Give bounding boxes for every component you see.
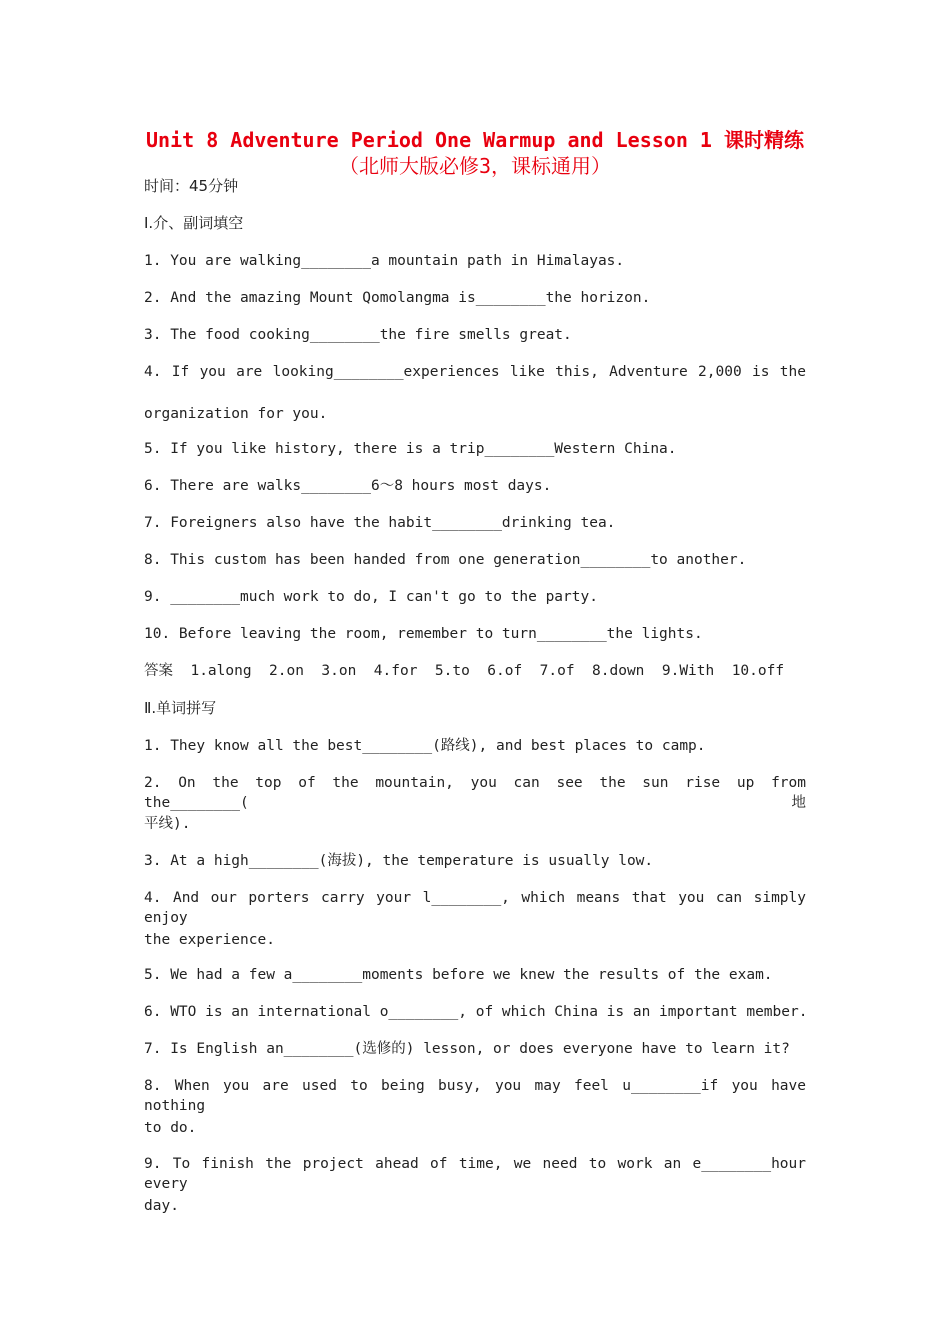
question-1-8: 8. This custom has been handed from one generation________to another. [144,552,747,568]
question-1-6: 6. There are walks________6～8 hours most days. [144,478,552,494]
question-2-7: 7. Is English an________(选修的) lesson, or does everyone have to learn it? [144,1041,790,1057]
question-1-9: 9. ________much work to do, I can't go to the party. [144,589,598,605]
question-2-2: 2. On the top of the mountain, you can see the sun rise up from the________(地 [144,775,806,811]
question-1-2: 2. And the amazing Mount Qomolangma is________the horizon. [144,290,651,306]
time-limit: 时间：45分钟 [144,177,239,195]
question-2-2-continued: 平线). [144,816,191,832]
question-1-7: 7. Foreigners also have the habit________drinking tea. [144,515,616,531]
question-2-9-continued: day. [144,1198,179,1214]
question-1-10: 10. Before leaving the room, remember to turn________the lights. [144,626,703,642]
question-2-3: 3. At a high________(海拔), the temperature is usually low. [144,853,654,869]
question-2-4: 4. And our porters carry your l________, which means that you can simply enjoy [144,890,806,926]
document-title: Unit 8 Adventure Period One Warmup and Lesson 1 课时精练 [146,128,804,152]
question-1-5: 5. If you like history, there is a trip________Western China. [144,441,677,457]
question-2-1: 1. They know all the best________(路线), and best places to camp. [144,738,706,754]
question-2-8-continued: to do. [144,1120,197,1136]
section-2-heading: Ⅱ.单词拼写 [144,699,217,717]
answer-key: 答案 1.along 2.on 3.on 4.for 5.to 6.of 7.of 8.down 9.With 10.off [144,663,785,679]
question-1-4: 4. If you are looking________experiences like this, Adventure 2,000 is the [144,364,806,380]
document-subtitle: （北师大版必修3，课标通用） [338,154,612,178]
question-2-8: 8. When you are used to being busy, you may feel u________if you have nothing [144,1078,806,1114]
question-2-6: 6. WTO is an international o________, of which China is an important member. [144,1004,808,1020]
question-1-1: 1. You are walking________a mountain path in Himalayas. [144,253,625,269]
section-1-heading: Ⅰ.介、副词填空 [144,214,244,232]
question-2-5: 5. We had a few a________moments before we knew the results of the exam. [144,967,773,983]
question-2-4-continued: the experience. [144,932,275,948]
question-1-3: 3. The food cooking________the fire smells great. [144,327,572,343]
question-2-9: 9. To finish the project ahead of time, we need to work an e________hour every [144,1156,806,1192]
question-1-4-continued: organization for you. [144,406,328,422]
